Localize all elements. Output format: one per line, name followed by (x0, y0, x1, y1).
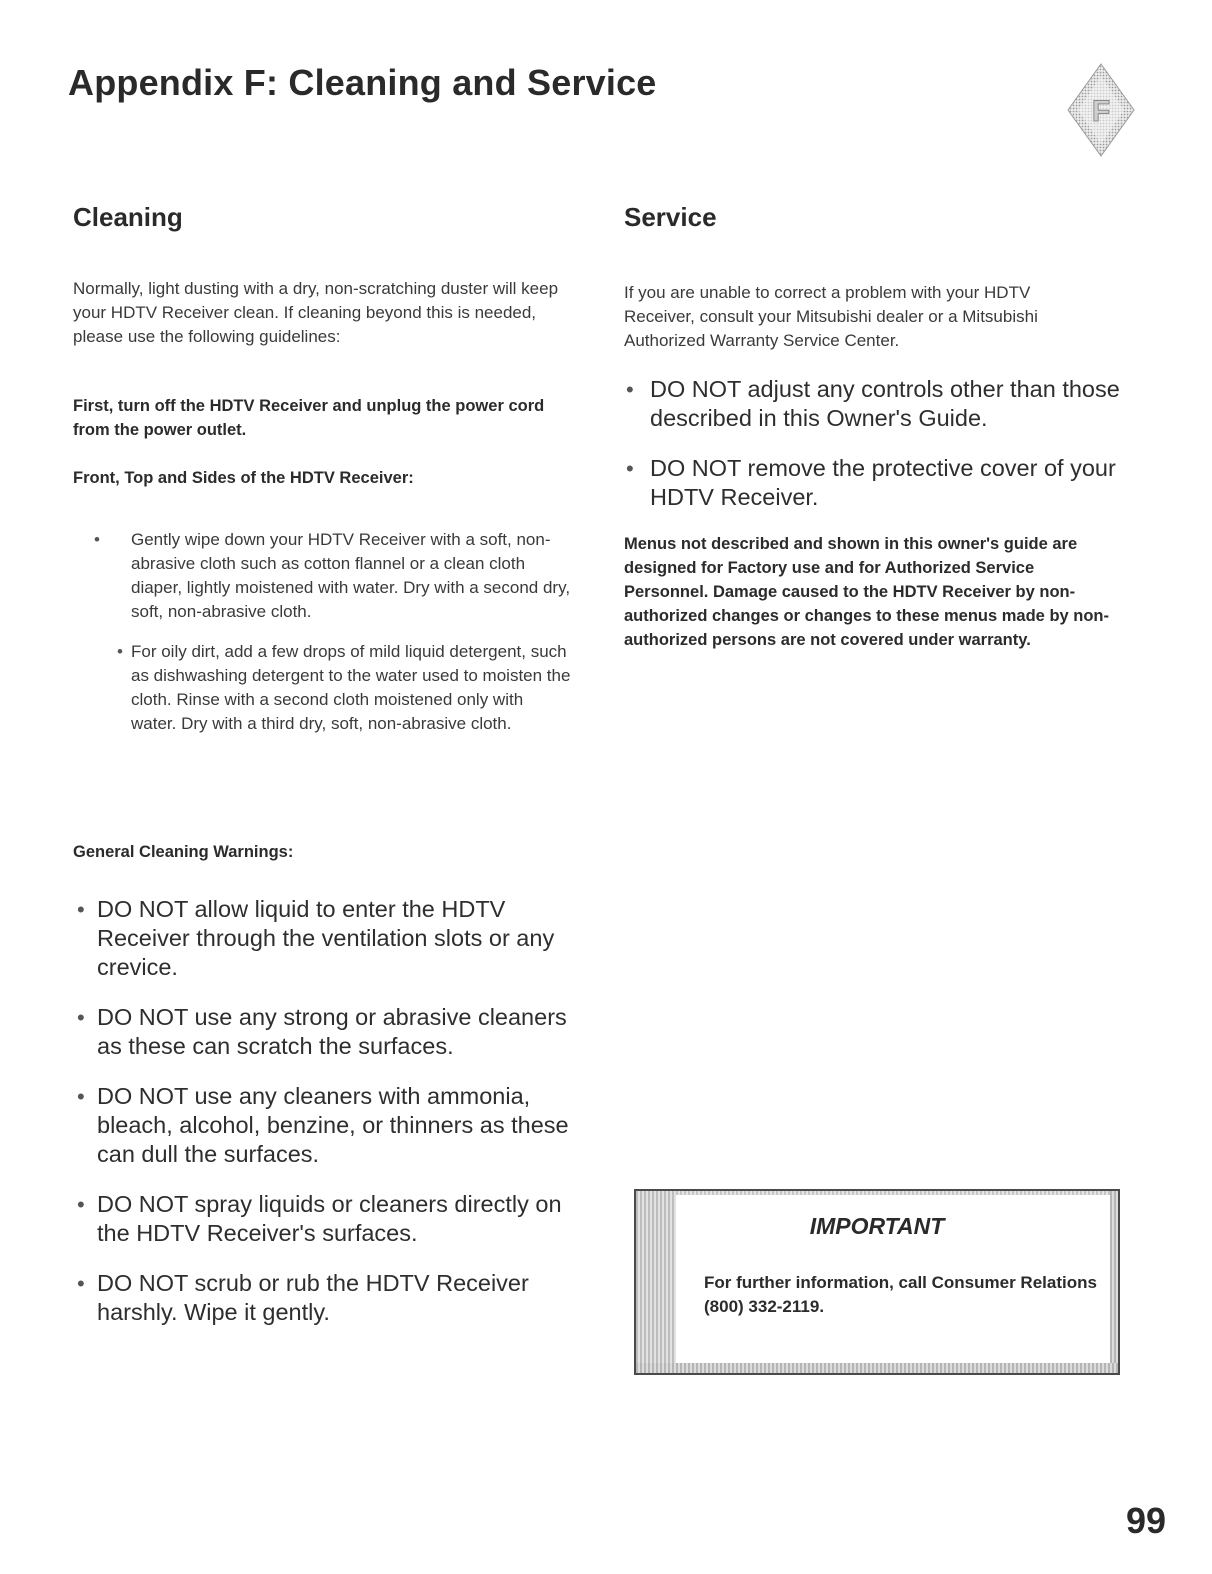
section-f-badge-icon (1066, 62, 1136, 158)
list-item-text: DO NOT use any cleaners with ammonia, bleach, alcohol, benzine, or thinners as these can dull the surfaces. (97, 1083, 569, 1167)
list-item (94, 528, 571, 624)
badge-letter: F (1091, 95, 1111, 128)
front-list (94, 528, 571, 736)
list-item-text: DO NOT scrub or rub the HDTV Receiver harshly. Wipe it gently. (97, 1270, 529, 1325)
page-title: Appendix F: Cleaning and Service (68, 62, 657, 103)
important-title: IMPORTANT (809, 1213, 945, 1239)
box-shade-bottom (636, 1363, 1118, 1373)
list-item (117, 640, 571, 736)
cleaning-first-step: First, turn off the HDTV Receiver and unplug the power cord from the power outlet. (73, 397, 545, 439)
list-item (77, 895, 577, 982)
warnings-heading: General Cleaning Warnings: (73, 843, 294, 861)
list-item-text: DO NOT adjust any controls other than those described in this Owner's Guide. (650, 376, 1120, 431)
bullet: • (77, 1271, 85, 1296)
list-item-text: Gently wipe down your HDTV Receiver with a soft, non-abrasive cloth such as cotton flannel or a clean cloth diaper, lightly moistened with water. Dry with a second dry, soft, non-abrasive cloth. (131, 530, 571, 621)
menus-notice: Menus not described and shown in this owner's guide are designed for Factory use and for Authorized Service Personnel. Damage caused to the HDTV Receiver by non-authorized changes or changes to these menus made by non-authorized persons are not covered under warranty. (624, 535, 1110, 649)
service-heading: Service (624, 202, 717, 232)
warnings-list (77, 895, 577, 1327)
bullet: • (77, 1084, 85, 1109)
list-item-text: DO NOT remove the protective cover of your HDTV Receiver. (650, 455, 1116, 510)
bullet: • (626, 377, 634, 402)
list-item (77, 1082, 577, 1169)
bullet: • (626, 456, 634, 481)
list-item-text: DO NOT spray liquids or cleaners directly on the HDTV Receiver's surfaces. (97, 1191, 562, 1246)
list-item-text: DO NOT use any strong or abrasive cleaners as these can scratch the surfaces. (97, 1004, 567, 1059)
cleaning-intro: Normally, light dusting with a dry, non-scratching duster will keep your HDTV Receiver clean. If cleaning beyond this is needed, please use the following guidelines: (73, 279, 559, 346)
list-item-text: For oily dirt, add a few drops of mild liquid detergent, such as dishwashing detergent to the water used to moisten the cloth. Rinse with a second cloth moistened only with water. Dry with a third dry, soft, non-abrasive cloth. (131, 642, 571, 733)
page-number: 99 (1125, 1500, 1166, 1541)
list-item (626, 375, 1125, 433)
list-item (626, 454, 1125, 512)
service-intro: If you are unable to correct a problem with your HDTV Receiver, consult your Mitsubishi dealer or a Mitsubishi Authorized Warranty Service Center. (624, 283, 1038, 350)
bullet: • (77, 1005, 85, 1030)
list-item (77, 1190, 577, 1248)
list-item (77, 1269, 577, 1327)
list-item (77, 1003, 577, 1061)
front-heading: Front, Top and Sides of the HDTV Receiver: (73, 469, 414, 487)
list-item-text: DO NOT allow liquid to enter the HDTV Receiver through the ventilation slots or any crevice. (97, 896, 555, 980)
bullet: • (77, 897, 85, 922)
box-shade-top (636, 1191, 1118, 1195)
important-text: For further information, call Consumer Relations (800) 332-2119. (704, 1273, 1097, 1316)
service-list (626, 375, 1125, 512)
important-box (634, 1189, 1120, 1375)
cleaning-heading: Cleaning (73, 202, 183, 232)
bullet: • (94, 530, 100, 549)
bullet: • (77, 1192, 85, 1217)
bullet: • (117, 642, 123, 661)
